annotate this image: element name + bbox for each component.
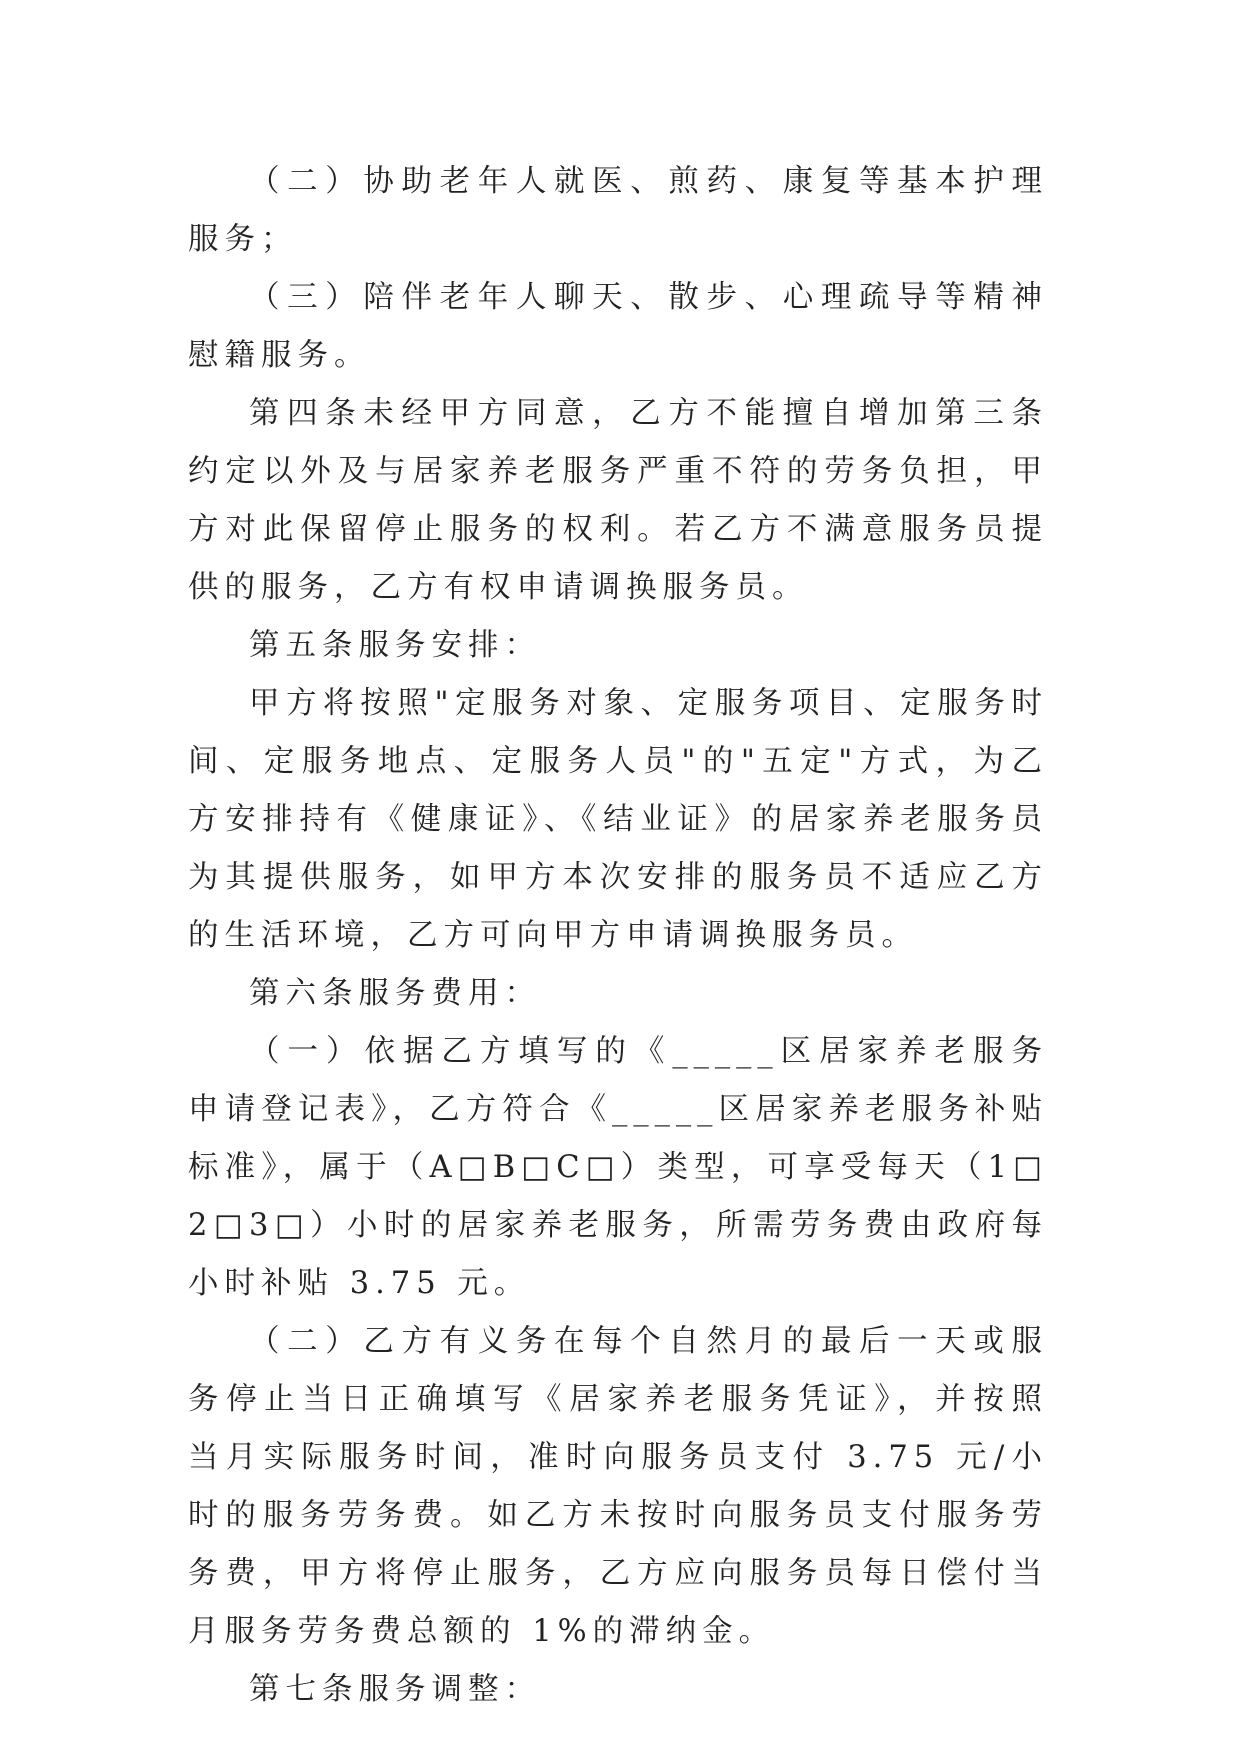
- article-4: 第四条未经甲方同意，乙方不能擅自增加第三条约定以外及与居家养老服务严重不符的劳务负担，甲方对此保留停止服务的权利。若乙方不满意服务员提供的服务，乙方有权申请调换服务员。: [188, 396, 1048, 605]
- clause-2-item-3: （三）陪伴老年人聊天、散步、心理疏导等精神慰籍服务。: [188, 280, 1048, 373]
- article-6-item-2: （二）乙方有义务在每个自然月的最后一天或服务停止当日正确填写《居家养老服务凭证》，并按照当月实际服务时间，准时向服务员支付 3.75 元/小时的服务劳务费。如乙方未按时向服务员支付服务劳务费，甲方将停止服务，乙方应向服务员每日偿付当月服务劳务费总额的 1%的滞纳金。: [188, 1324, 1048, 1649]
- article-6-item-1: （一）依据乙方填写的《_____区居家养老服务申请登记表》，乙方符合《_____区居家养老服务补贴标准》，属于（A□B□C□）类型，可享受每天（1□2□3□）小时的居家养老服务，所需劳务费由政府每小时补贴 3.75 元。: [188, 1034, 1048, 1301]
- document-body: [188, 153, 1048, 1719]
- article-7-heading: 第七条服务调整：: [249, 1672, 541, 1707]
- clause-2-item-2: （二）协助老年人就医、煎药、康复等基本护理服务；: [188, 164, 1048, 257]
- article-6-heading: 第六条服务费用：: [249, 976, 541, 1011]
- article-5-body: 甲方将按照"定服务对象、定服务项目、定服务时间、定服务地点、定服务人员"的"五定"方式，为乙方安排持有《健康证》、《结业证》的居家养老服务员为其提供服务，如甲方本次安排的服务员不适应乙方的生活环境，乙方可向甲方申请调换服务员。: [188, 686, 1048, 953]
- article-5-heading: 第五条服务安排：: [249, 628, 541, 663]
